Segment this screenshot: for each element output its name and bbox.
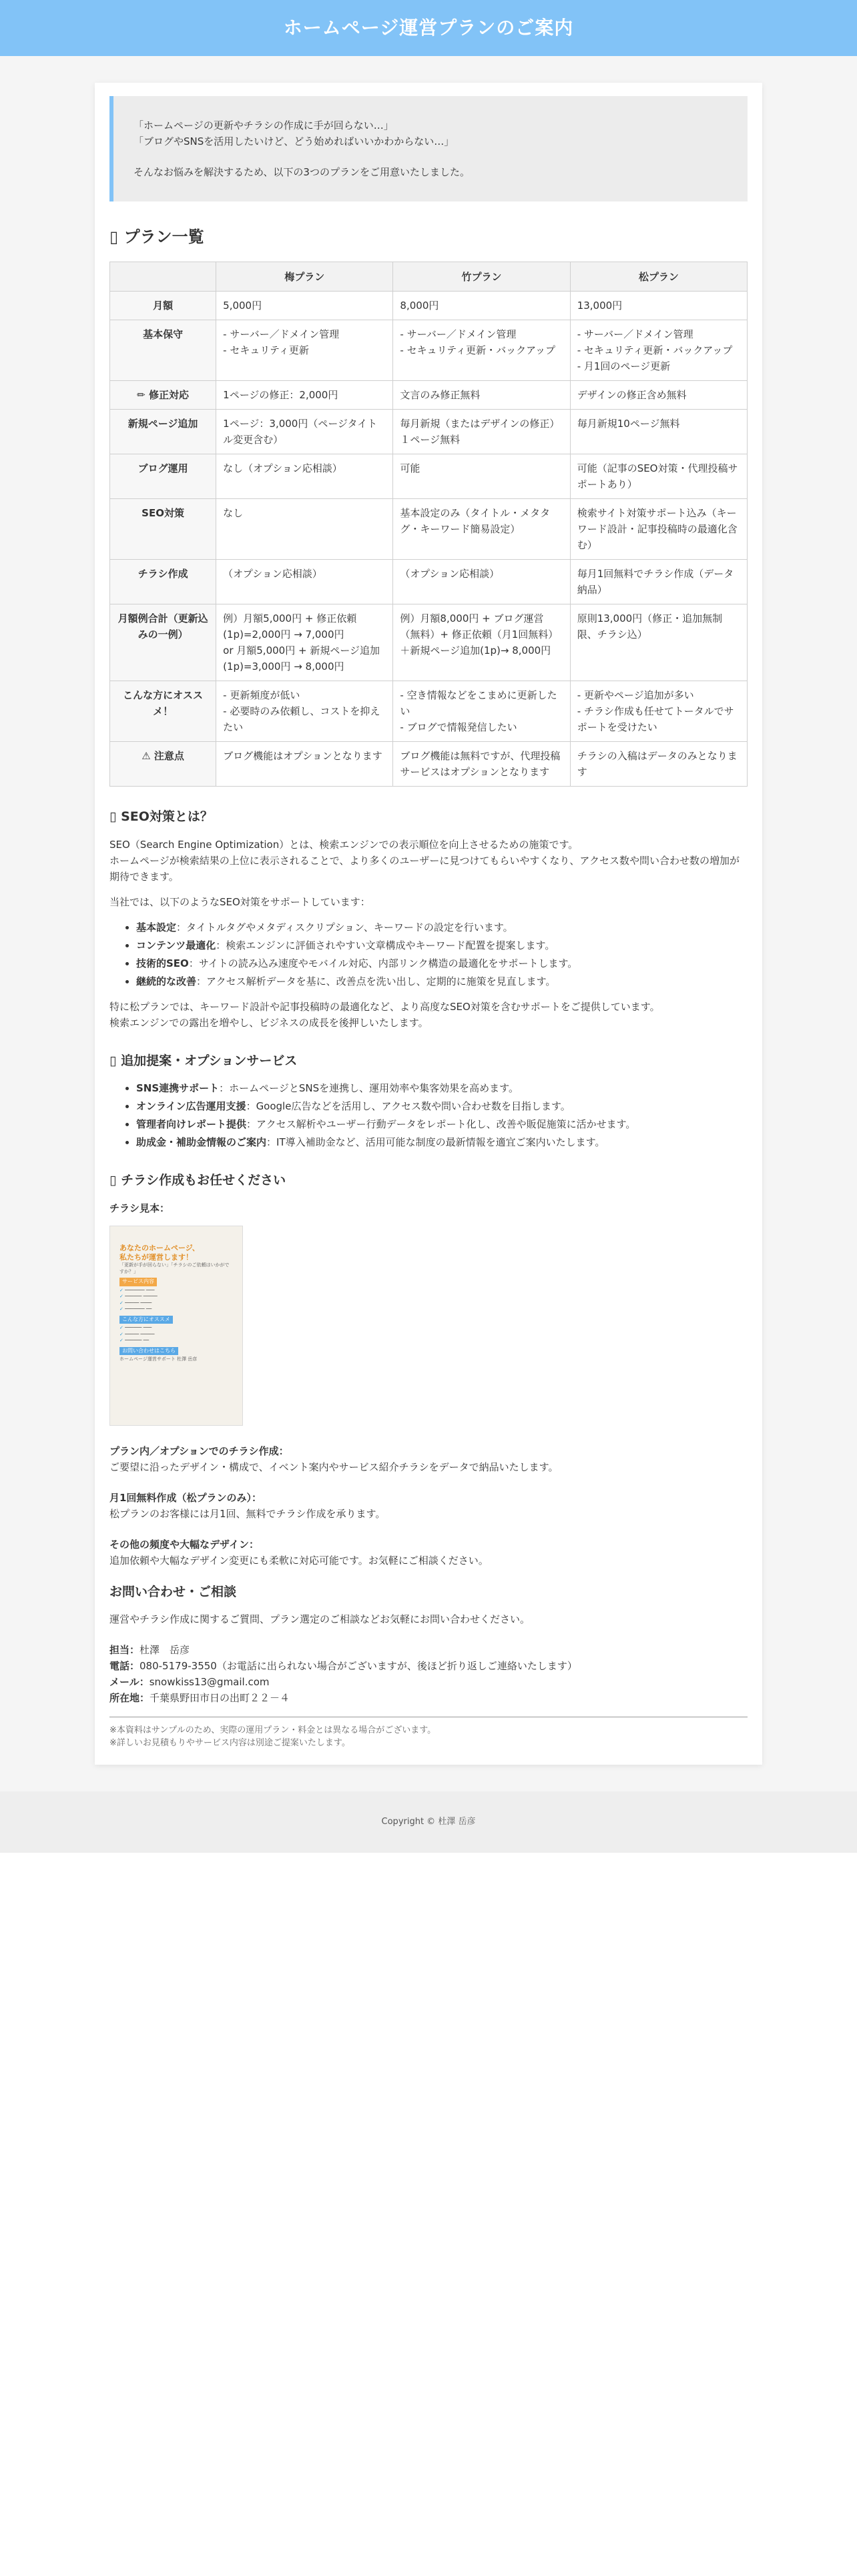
- flyer-sample-label: チラシ見本：: [109, 1202, 170, 1214]
- plans-row-label: [110, 381, 216, 410]
- notes: [109, 1724, 748, 1750]
- plans-cell: - サーバー／ドメイン管理 - セキュリティ更新: [216, 320, 393, 381]
- flyer-check-row: ✓ ───── ────: [119, 1300, 152, 1306]
- plans-cell: （オプション応相談）: [393, 560, 570, 604]
- options-heading: [109, 1051, 748, 1071]
- contact-mail-value: snowkiss13@gmail.com: [149, 1675, 270, 1688]
- plans-row: [110, 604, 748, 681]
- plans-row-label-text: 月額: [153, 300, 174, 312]
- flyer-monthly-title: 月1回無料作成（松プランのみ）：: [109, 1491, 262, 1504]
- plans-cell: - サーバー／ドメイン管理 - セキュリティ更新・バックアップ - 月1回のページ更新: [570, 320, 747, 381]
- plans-row-label: [110, 499, 216, 560]
- plans-row-label-text: 月額例合計（更新込みの一例）: [117, 612, 208, 641]
- options-list-item-term: 助成金・補助金情報のご案内: [136, 1136, 267, 1149]
- plans-row: [110, 320, 748, 381]
- contact-mail-label: メール：: [109, 1675, 150, 1688]
- flyer-monthly: [109, 1490, 748, 1522]
- page-bottom-space: [0, 1853, 857, 2576]
- flyer-in-plan-title: プラン内／オプションでのチラシ作成：: [109, 1444, 289, 1457]
- plans-cell: 可能: [393, 454, 570, 499]
- plans-cell: 例）月額8,000円 + ブログ運営（無料）+ 修正依頼（月1回無料）＋新規ページ追加(1p)→ 8,000円: [393, 604, 570, 681]
- seo-list-item: [136, 919, 748, 935]
- options-list-item: [136, 1116, 748, 1132]
- plans-row-label: [110, 742, 216, 787]
- flyer-tag-recommend: こんな方にオススメ: [119, 1316, 173, 1324]
- seo-heading-text: SEO対策とは？: [121, 809, 213, 825]
- options-list: [136, 1080, 748, 1150]
- plans-row-label-text: ブログ運用: [137, 462, 188, 475]
- plans-cell: 1ページの修正：2,000円: [216, 381, 393, 410]
- options-list-item: [136, 1080, 748, 1096]
- contact-address-value: 千葉県野田市日の出町２２－４: [150, 1691, 290, 1704]
- flyer-sample-image[interactable]: [109, 1226, 243, 1426]
- options-list-item-desc: ：Google広告などを活用し、アクセス数や問い合わせ数を目指します。: [246, 1100, 571, 1113]
- plans-row-label: [110, 292, 216, 320]
- plans-row-label: [110, 410, 216, 454]
- flyer-in-plan: [109, 1443, 748, 1475]
- plans-cell: チラシの入稿はデータのみとなります: [570, 742, 747, 787]
- plans-cell: ブログ機能はオプションとなります: [216, 742, 393, 787]
- copyright-text: Copyright © 杜澤 岳彦: [381, 1816, 476, 1827]
- plans-cell: （オプション応相談）: [216, 560, 393, 604]
- seo-list-item: [136, 955, 748, 971]
- flyer-check-row: ✓ ─────── ───: [119, 1287, 155, 1293]
- page-background: [0, 56, 857, 1791]
- seo-text-4: 特に松プランでは、キーワード設計や記事投稿時の最適化など、より高度なSEO対策を含むサポートをご提供しています。: [109, 1000, 660, 1013]
- note-1: ※本資料はサンプルのため、実際の運用プラン・料金とは異なる場合がございます。: [109, 1725, 437, 1735]
- plans-row: [110, 410, 748, 454]
- site-header: [0, 0, 857, 56]
- plans-row-label-text: こんな方にオススメ！: [123, 689, 203, 718]
- clipboard-icon: ▯: [109, 228, 119, 246]
- seo-list-item-term: 基本設定: [136, 921, 177, 933]
- contact-person-value: 杜澤 岳彦: [139, 1643, 190, 1656]
- plans-cell: 13,000円: [570, 292, 747, 320]
- plans-row: [110, 742, 748, 787]
- intro-box: [109, 96, 748, 201]
- options-list-item: [136, 1098, 748, 1114]
- seo-text-5: 検索エンジンでの露出を増やし、ビジネスの成長を後押しいたします。: [109, 1016, 429, 1029]
- seo-list-item-desc: ：検索エンジンに評価されやすい文章構成やキーワード配置を提案します。: [216, 939, 555, 951]
- plans-header-matsu: 松プラン: [570, 262, 747, 292]
- plans-row: [110, 681, 748, 742]
- seo-list-item: [136, 973, 748, 989]
- intro-line-1: 「ホームページの更新やチラシの作成に手が回らない…」: [133, 119, 394, 131]
- contact-phone-label: 電話：: [109, 1659, 140, 1672]
- plans-header-take: 竹プラン: [393, 262, 570, 292]
- options-heading-text: 追加提案・オプションサービス: [121, 1053, 298, 1068]
- note-2: ※詳しいお見積もりやサービス内容は別途ご提案いたします。: [109, 1738, 350, 1749]
- seo-paragraph: [109, 837, 748, 885]
- plans-row: [110, 560, 748, 604]
- plans-cell: 検索サイト対策サポート込み（キーワード設計・記事投稿時の最適化含む）: [570, 499, 747, 560]
- plans-cell: なし: [216, 499, 393, 560]
- plans-cell: 原則13,000円（修正・追加無制限、チラシ込）: [570, 604, 747, 681]
- flyer-sub: 「更新が手が回らない」「チラシのご依頼はいかがですか？」: [119, 1262, 230, 1274]
- flyer-check-row: ✓ ────── ───: [119, 1325, 152, 1331]
- plans-row: [110, 381, 748, 410]
- plans-cell: 毎月新規（またはデザインの修正）１ページ無料: [393, 410, 570, 454]
- plans-row-label: [110, 681, 216, 742]
- plans-row-label-text: 基本保守: [143, 328, 184, 341]
- lightbulb-icon: ▯: [109, 1053, 117, 1068]
- plans-cell: なし（オプション応相談）: [216, 454, 393, 499]
- plans-cell: 8,000円: [393, 292, 570, 320]
- search-icon: ▯: [109, 809, 117, 825]
- flyer-title-1: あなたのホームページ、: [119, 1243, 200, 1252]
- options-list-item-term: オンライン広告運用支援: [136, 1100, 246, 1113]
- contact-text: 運営やチラシ作成に関するご質問、プラン選定のご相談などお気軽にお問い合わせください。: [109, 1613, 531, 1625]
- plans-header-ume: 梅プラン: [216, 262, 393, 292]
- flyer-check-row: ✓ ───── ─────: [119, 1331, 155, 1337]
- flyer-icon: ▯: [109, 1173, 117, 1188]
- contact-phone[interactable]: [109, 1658, 748, 1674]
- plans-row-label-text: ⚠ 注意点: [141, 750, 184, 763]
- options-list-item-desc: ：アクセス解析やユーザー行動データをレポート化し、改善や販促施策に活かせます。: [246, 1118, 636, 1131]
- seo-list-item-desc: ：サイトの読み込み速度やモバイル対応、内部リンク構造の最適化をサポートします。: [188, 957, 578, 969]
- flyer-other: [109, 1537, 748, 1569]
- contact-mail[interactable]: [109, 1674, 748, 1690]
- flyer-tag-service: サービス内容: [119, 1278, 157, 1286]
- flyer-heading: [109, 1170, 748, 1190]
- plans-cell: 文言のみ修正無料: [393, 381, 570, 410]
- contact-person-label: 担当：: [109, 1643, 140, 1656]
- plans-cell: 1ページ：3,000円（ページタイトル変更含む）: [216, 410, 393, 454]
- plans-cell: 基本設定のみ（タイトル・メタタグ・キーワード簡易設定）: [393, 499, 570, 560]
- page-title: ホームページ運営プランのご案内: [283, 16, 574, 39]
- flyer-check-row: ✓ ────── ─────: [119, 1294, 158, 1300]
- seo-closing: [109, 999, 748, 1031]
- plans-row-label-text: SEO対策: [141, 507, 184, 520]
- options-list-item-term: 管理者向けレポート提供: [136, 1118, 247, 1131]
- contact-address: [109, 1690, 748, 1706]
- flyer-other-text: 追加依頼や大幅なデザイン変更にも柔軟に対応可能です。お気軽にご相談ください。: [109, 1554, 489, 1567]
- plans-row: [110, 499, 748, 560]
- plans-row-label: [110, 454, 216, 499]
- plans-row-label: [110, 560, 216, 604]
- flyer-check-row: ✓ ────── ──: [119, 1338, 150, 1344]
- contact-phone-value: 080-5179-3550（お電話に出られない場合がございますが、後ほど折り返しご連絡いたします）: [139, 1659, 577, 1672]
- plans-row-label-text: チラシ作成: [137, 568, 188, 580]
- seo-text-2: ホームページが検索結果の上位に表示されることで、より多くのユーザーに見つけてもらいやすくなり、アクセス数や問い合わせ数の増加が期待できます。: [109, 854, 740, 883]
- plans-header-empty: [110, 262, 216, 292]
- contact-heading: お問い合わせ・ご相談: [109, 1584, 237, 1599]
- plans-cell: 毎月1回無料でチラシ作成（データ納品）: [570, 560, 747, 604]
- seo-list-item-term: 継続的な改善: [136, 975, 197, 987]
- options-list-item-desc: ：IT導入補助金など、活用可能な制度の最新情報を適宜ご案内いたします。: [266, 1136, 605, 1149]
- plans-cell: - 空き情報などをこまめに更新したい - ブログで情報発信したい: [393, 681, 570, 742]
- plans-row: [110, 292, 748, 320]
- contact-person: [109, 1642, 748, 1658]
- contact-address-label: 所在地：: [109, 1691, 150, 1704]
- seo-list-item-term: 技術的SEO: [136, 957, 189, 969]
- options-list-item-term: SNS連携サポート: [136, 1082, 220, 1095]
- seo-list-item-desc: ：アクセス解析データを基に、改善点を洗い出し、定期的に施策を見直します。: [196, 975, 556, 987]
- plans-cell: 例）月額5,000円 + 修正依頼(1p)=2,000円 → 7,000円 or 月額5,000円 + 新規ページ追加(1p)=3,000円 → 8,000円: [216, 604, 393, 681]
- plans-cell: 5,000円: [216, 292, 393, 320]
- plans-cell: デザインの修正含め無料: [570, 381, 747, 410]
- intro-line-2: 「ブログやSNSを活用したいけど、どう始めればいいかわからない…」: [133, 135, 455, 147]
- plans-header-row: [110, 262, 748, 292]
- flyer-monthly-text: 松プランのお客様には月1回、無料でチラシ作成を承ります。: [109, 1507, 386, 1520]
- options-list-item-desc: ：ホームページとSNSを連携し、運用効率や集客効果を高めます。: [219, 1082, 519, 1095]
- seo-list-item-desc: ：タイトルタグやメタディスクリプション、キーワードの設定を行います。: [176, 921, 513, 933]
- flyer-footer-text: ホームページ運営サポート 杜澤 岳彦: [119, 1356, 198, 1362]
- seo-intro-list: 当社では、以下のようなSEO対策をサポートしています：: [109, 895, 370, 908]
- flyer-title-2: 私たちが運営します！: [119, 1252, 193, 1262]
- plans-cell: ブログ機能は無料ですが、代理投稿サービスはオプションとなります: [393, 742, 570, 787]
- seo-text-1: SEO（Search Engine Optimization）とは、検索エンジンでの表示順位を向上させるための施策です。: [109, 838, 579, 851]
- plans-row-label: [110, 320, 216, 381]
- seo-list: [136, 919, 748, 989]
- plans-cell: - サーバー／ドメイン管理 - セキュリティ更新・バックアップ: [393, 320, 570, 381]
- plans-body: [110, 292, 748, 787]
- seo-heading: [109, 807, 748, 827]
- plans-heading: [109, 224, 748, 250]
- site-footer: [0, 1791, 857, 1853]
- plans-cell: - 更新頻度が低い - 必要時のみ依頼し、コストを抑えたい: [216, 681, 393, 742]
- plans-row-label: [110, 604, 216, 681]
- flyer-heading-text: チラシ作成もお任せください: [121, 1173, 286, 1188]
- plans-row-label-text: ✏ 修正対応: [137, 389, 189, 402]
- plans-heading-text: プラン一覧: [123, 228, 204, 246]
- seo-list-item-term: コンテンツ最適化: [136, 939, 216, 951]
- flyer-in-plan-text: ご要望に沿ったデザイン・構成で、イベント案内やサービス紹介チラシをデータで納品いたします。: [109, 1460, 559, 1473]
- seo-list-item: [136, 937, 748, 953]
- flyer-tag-contact: お問い合わせはこちら: [119, 1347, 178, 1356]
- plans-row-label-text: 新規ページ追加: [127, 418, 198, 430]
- plans-cell: - 更新やページ追加が多い - チラシ作成も任せてトータルでサポートを受けたい: [570, 681, 747, 742]
- intro-line-3: そんなお悩みを解決するため、以下の3つのプランをご用意いたしました。: [133, 166, 470, 178]
- options-list-item: [136, 1134, 748, 1150]
- contact-details: [109, 1642, 748, 1706]
- plans-table: [109, 262, 748, 787]
- plans-row: [110, 454, 748, 499]
- main-container: [95, 83, 762, 1765]
- plans-cell: 毎月新規10ページ無料: [570, 410, 747, 454]
- flyer-other-title: その他の頻度や大幅なデザイン：: [109, 1538, 259, 1551]
- flyer-check-row: ✓ ─────── ──: [119, 1306, 152, 1312]
- plans-cell: 可能（記事のSEO対策・代理投稿サポートあり）: [570, 454, 747, 499]
